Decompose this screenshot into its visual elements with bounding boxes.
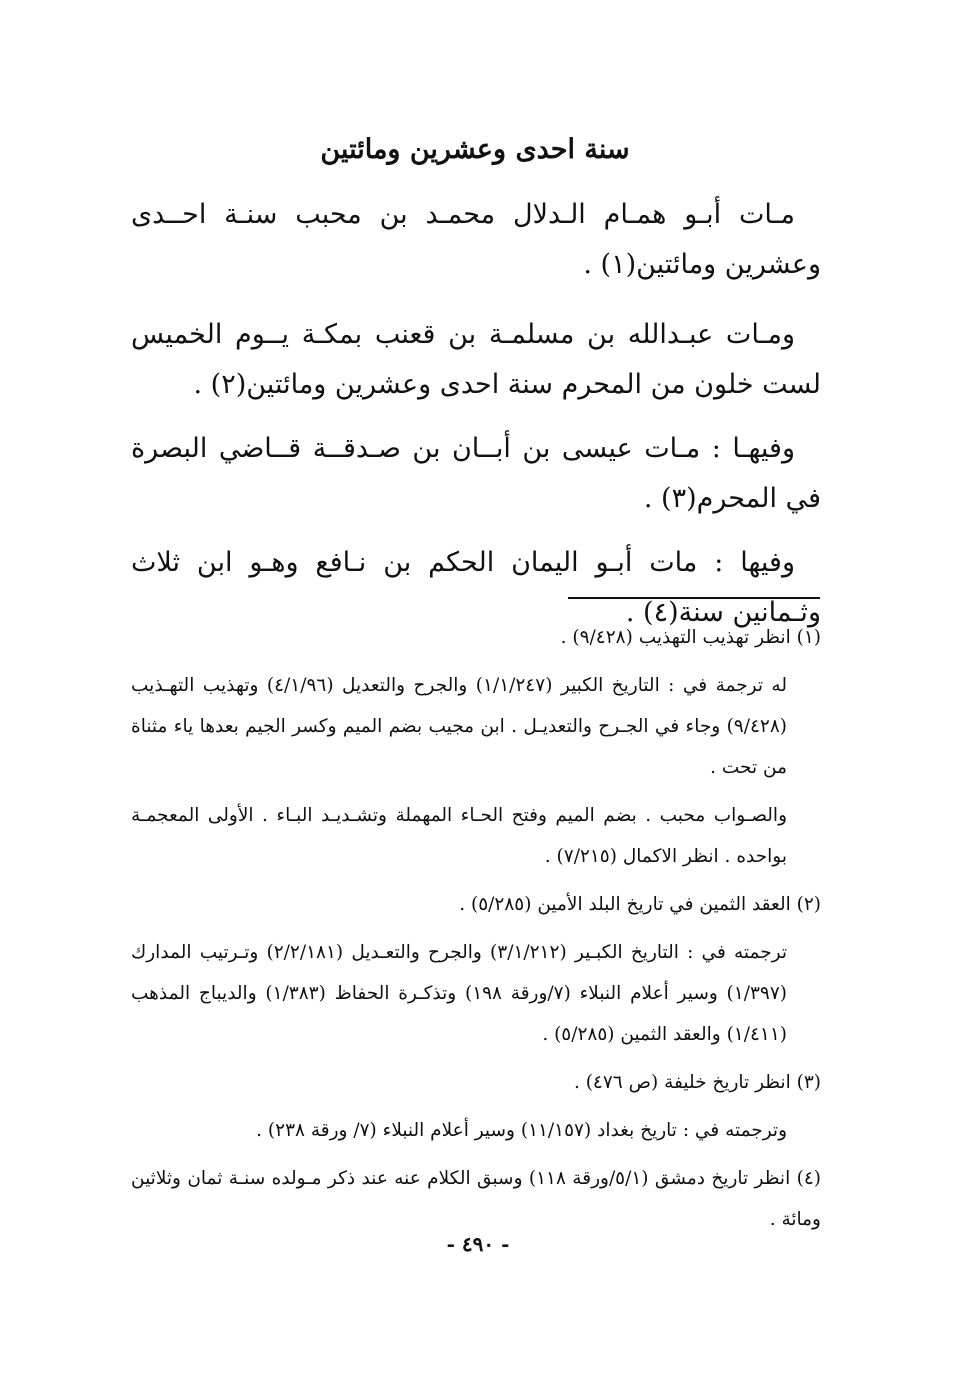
footnote-3: (٣) انظر تاريخ خليفة (ص ٤٧٦) . <box>573 1072 821 1093</box>
paragraph-abu-hammam: مـات أبـو همـام الـدلال محمـد بن محبب سنـة احــدى وعشرين ومائتين(١) . <box>131 199 821 280</box>
footnote-2: (٢) العقد الثمين في تاريخ البلد الأمين (٥/٢٨٥) . <box>459 894 821 915</box>
footnote-1-biography: له ترجمة في : التاريخ الكبير (١/١/٢٤٧) والجرح والتعديل (٤/١/٩٦) وتهذيب التهـذيب (٩/٤٢٨) وجاء في الجـرح والتعديـل . ابن مجيب بضم الميم وكسر الجيم بعدها ياء مثناة من تحت . <box>131 675 787 778</box>
paragraph-isa-ibn-aban: وفيهـا : مـات عيسى بن أبــان بن صـدقــة قــاضي البصرة في المحرم(٣) . <box>131 433 821 514</box>
paragraph-abu-al-yaman: وفيها : مات أبـو اليمان الحكم بن نـافع وهـو ابن ثلاث وثـمانين سنة(٤) . <box>131 547 821 628</box>
footnote-1-correction: والصـواب محبب . بضم الميم وفتح الحـاء المهملة وتشـديـد البـاء . الأولى المعجمـة بواحده . انظر الاكمال (٧/٢١٥) . <box>131 805 787 867</box>
main-text <box>131 190 821 658</box>
paragraph-abdullah-qanab: ومـات عبـدالله بن مسلمـة بن قعنب بمكـة يــوم الخميس لست خلون من المحرم سنة احدى وعشرين ومائتين(٢) . <box>131 319 821 400</box>
page-number: - ٤٩٠ - <box>446 1232 510 1256</box>
footnotes <box>131 617 821 1247</box>
footnote-4: (٤) انظر تاريخ دمشق (٥/١/ورقة ١١٨) وسبق الكلام عنه عند ذكر مـولده سنـة ثمان وثلاثين ومائة . <box>131 1168 821 1230</box>
footnote-2-biography: ترجمته في : التاريخ الكبـير (٣/١/٢١٢) والجرح والتعـديل (٢/٢/١٨١) وتـرتيب المدارك (١/٣٩٧) وسير أعلام النبلاء (٧/ورقة ١٩٨) وتذكـرة الحفاظ (١/٣٨٣) والديباج المذهب (١/٤١١) والعقد الثمين (٥/٢٨٥) . <box>131 942 787 1045</box>
footnote-separator <box>568 597 820 599</box>
footnote-3-biography: وترجمته في : تاريخ بغداد (١١/١٥٧) وسير أعلام النبلاء (٧/ ورقة ٢٣٨) . <box>256 1120 787 1141</box>
footnote-1: (١) انظر تهذيب التهذيب (٩/٤٢٨) . <box>560 627 821 648</box>
chapter-heading: سنة احدى وعشرين ومائتين <box>320 134 630 165</box>
